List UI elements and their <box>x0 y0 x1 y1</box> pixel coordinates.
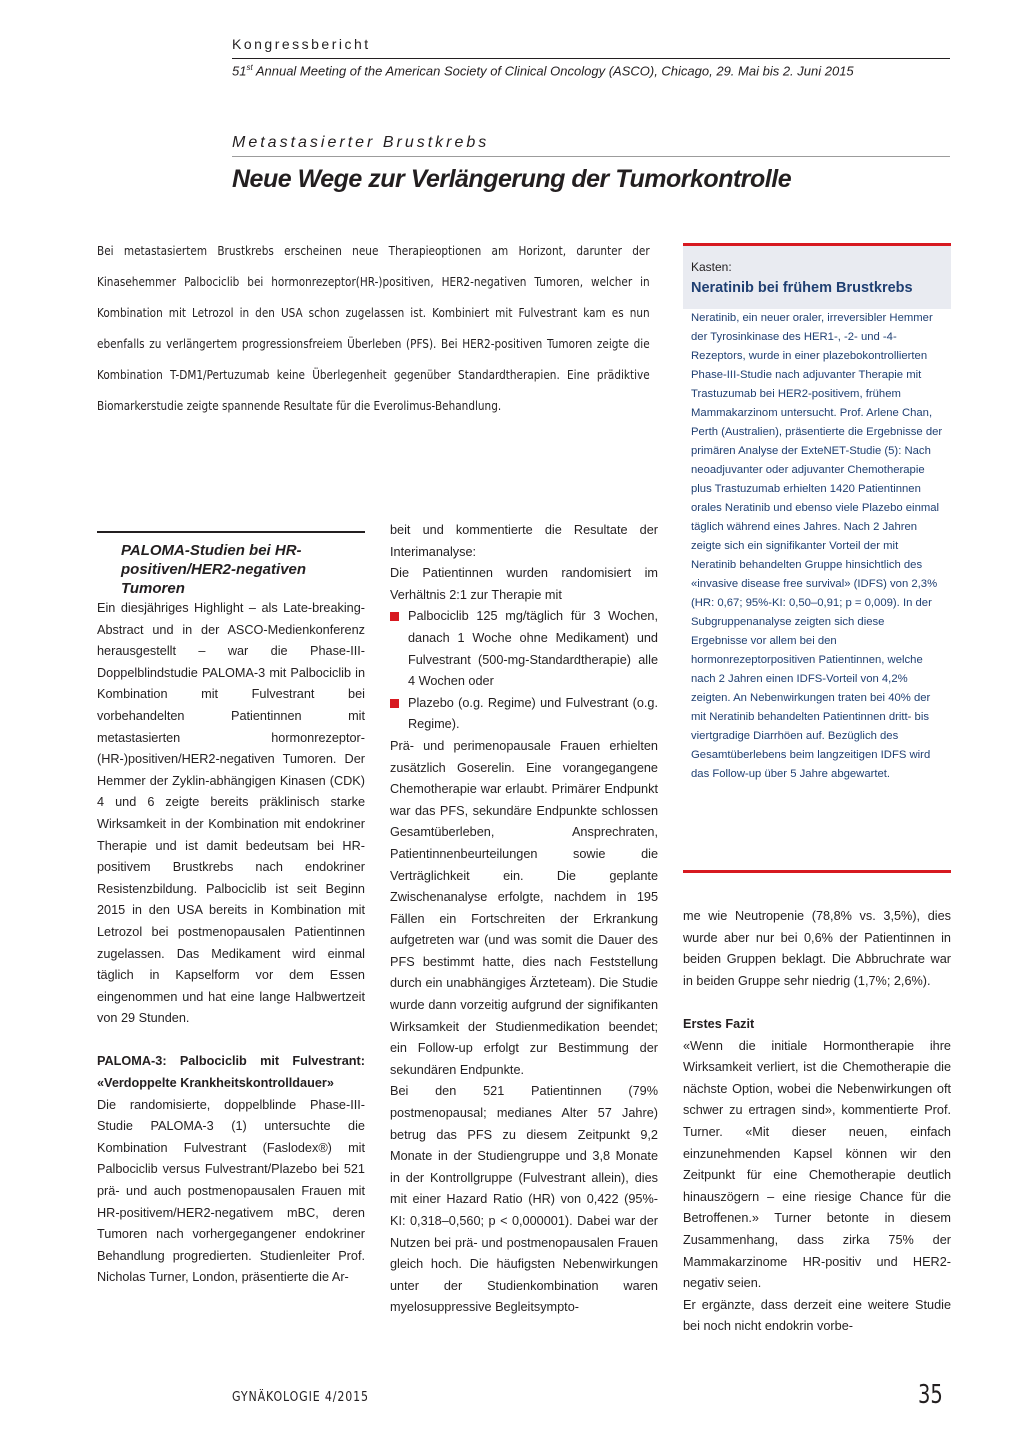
sub-heading: PALOMA-3: Palbociclib mit Fulvestrant: «Verdoppelte Krankheitskontrolldauer» <box>97 1054 365 1091</box>
body-paragraph: Ein diesjähriges Highlight – als Late-breaking-Abstract und in der ASCO-Medienkonferenz herausgestellt – war die Phase-III-Doppelblindstudie PALOMA-3 mit Palbociclib in Kombination mit Fulvestrant bei vorbehandelten Patientinnen mit metastasierten hormonrezeptor-(HR-)positiven/HER2-negativen Tumoren. Der Hemmer der Zyklin-abhängigen Kinasen (CDK) 4 und 6 zeigte bereits präklinisch starke Wirksamkeit in der Kombination mit endokriner Therapie und ist damit bedeutsam bei HR-positivem Brustkrebs nach endokriner Resistenzbildung. Palbociclib ist seit Beginn 2015 in den USA bereits in Kombination mit Letrozol bei postmenopausalen Patientinnen zugelassen. Das Medikament wird einmal täglich in Kapselform vor dem Essen eingenommen und hat eine lange Halbwertzeit von 29 Stunden. <box>97 601 365 1026</box>
column-1 <box>97 598 365 1289</box>
body-paragraph: Prä- und perimenopausale Frauen erhielten zusätzlich Goserelin. Eine vorangegangene Chemotherapie war erlaubt. Primärer Endpunkt war das PFS, sekundäre Endpunkte schlossen Gesamtüberleben, Ansprechraten, Patientinnenbeurteilungen sowie die Verträglichkeit ein. Die geplante Zwischenanalyse erfolgte, nachdem in 195 Fällen ein Fortschreiten der Erkrankung aufgetreten war (und was somit die Dauer des PFS bestimmt hatte, dies nach Feststellung durch ein unabhängiges Ärzteteam). Die Studie wurde dann vorzeitig aufgrund der signifikanten Wirksamkeit der Studienmedikation beendet; ein Follow-up erfolgt zur Bestimmung der sekundären Endpunkte. <box>390 738 658 1077</box>
meeting-number: 51 <box>232 63 247 79</box>
square-bullet-icon <box>390 699 399 708</box>
article-title: Neue Wege zur Verlängerung der Tumorkontrolle <box>232 165 792 193</box>
header-rule <box>232 58 950 59</box>
body-paragraph: Bei den 521 Patientinnen (79% postmenopausal; medianes Alter 57 Jahre) betrug das PFS zu diesem Zeitpunkt 9,2 Monate in der Studiengruppe und 3,8 Monate in der Kontrollgruppe (Fulvestrant allein), dies mit einer Hazard Ratio (HR) von 0,422 (95%-KI: 0,318–0,560; p < 0,000001). Dabei war der Nutzen bei prä- und postmenopausalen Frauen gleich hoch. Die häufigsten Nebenwirkungen unter der Studienkombination waren myelosuppressive Begleitsympto- <box>390 1084 658 1315</box>
article-topic: Metastasierter Brustkrebs <box>232 134 490 151</box>
page-number: 35 <box>918 1380 943 1410</box>
box-body: Neratinib, ein neuer oraler, irreversibler Hemmer der Tyrosinkinase des HER1-, -2- und -4-Rezeptors, wurde in einer plazebokontrollierten Phase-III-Studie nach adjuvanter Therapie mit Trastuzumab bei HER2-positivem, frühem Mammakarzinom untersucht. Prof. Arlene Chan, Perth (Australien), präsentierte die Ergebnisse der primären Analyse der ExteNET-Studie (5): Nach neoadjuvanter oder adjuvanter Chemotherapie plus Trastuzumab erhielten 1420 Patientinnen orales Neratinib und ebenso viele Plazebo einmal täglich während eines Jahres. Nach 2 Jahren zeigte sich ein signifikanter Vorteil der mit Neratinib behandelten Gruppe hinsichtlich des «invasive disease free survival» (IDFS) von 2,3% (HR: 0,67; 95%-KI: 0,50–0,91; p = 0,009). In der Subgruppenanalyse zeigten sich diese Ergebnisse vor allem bei den hormonrezeptorpositiven Patientinnen, welche nach 2 Jahren einen IDFS-Vorteil von 4,2% zeigten. An Nebenwirkungen traten bei 40% der mit Neratinib behandelten Patientinnen dritt- bis viertgradige Diarrhöen auf. Bezüglich des Gesamtüberlebens beim langzeitigen IDFS wird das Follow-up über 5 Jahre abgewartet. <box>691 312 943 780</box>
list-item <box>390 693 658 736</box>
body-paragraph: Die randomisierte, doppelblinde Phase-III-Studie PALOMA-3 (1) untersuchte die Kombination Fulvestrant (Faslodex®) mit Palbociclib versus Fulvestrant/Plazebo bei 521 prä- und auch postmenopausalen Frauen mit HR-positivem/HER2-negativem mBC, deren Tumoren nach vorhergegangener endokriner Behandlung progredierten. Studienleiter Prof. Nicholas Turner, London, präsentierte die Ar- <box>97 1097 365 1285</box>
lead-paragraph: Bei metastasiertem Brustkrebs erscheinen neue Therapieoptionen am Horizont, darunter der Kinasehemmer Palbociclib bei hormonrezeptor(HR-)positiven, HER2-negativen Tumoren, welcher in Kombination mit Letrozol in den USA schon zugelassen ist. Kombiniert mit Fulvestrant kam es nun ebenfalls zu verlängertem progressionsfreiem Überleben (PFS). Bei HER2-positiven Tumoren zeigte die Kombination T-DM1/Pertuzumab keine Überlegenheit gegenüber Standardtherapien. Eine prädiktive Biomarkerstudie zeigte spannende Resultate für die Everolimus-Behandlung. <box>97 244 650 414</box>
column-3 <box>683 906 951 1338</box>
square-bullet-icon <box>390 612 399 621</box>
list-item-text: Plazebo (o.g. Regime) und Fulvestrant (o.g. Regime). <box>408 695 658 732</box>
article-heading <box>232 134 950 194</box>
sub-heading: Erstes Fazit <box>683 1016 755 1031</box>
sidebar-box <box>683 243 951 873</box>
running-header <box>232 36 950 78</box>
section-heading: PALOMA-Studien bei HR-positiven/HER2-negativen Tumoren <box>121 542 307 597</box>
section-heading-rule <box>97 531 365 533</box>
body-paragraph: me wie Neutropenie (78,8% vs. 3,5%), dies wurde aber nur bei 0,6% der Patientinnen in beiden Gruppen beklagt. Die Abbruchrate war in beiden Gruppe sehr niedrig (1,7%; 2,6%). <box>683 909 951 988</box>
journal-footer: GYNÄKOLOGIE 4/2015 <box>232 1390 369 1405</box>
meeting-description: Annual Meeting of the American Society of Clinical Oncology (ASCO), Chicago, 29. Mai bis 2. Juni 2015 <box>252 63 854 79</box>
meeting-line <box>232 63 950 78</box>
list-item-text: Palbociclib 125 mg/täglich für 3 Wochen, danach 1 Woche ohne Medikament) und Fulvestrant (500-mg-Standardtherapie) alle 4 Wochen oder <box>408 609 658 689</box>
section-label: Kongressbericht <box>232 36 371 52</box>
box-title: Neratinib bei frühem Brustkrebs <box>691 280 913 296</box>
body-paragraph: «Wenn die initiale Hormontherapie ihre Wirksamkeit verliert, ist die Chemotherapie die nächste Option, wobei die Nebenwirkungen oft schwer zu ertragen sind», kommentierte Prof. Turner. «Mit dieser neuen, einfach einzunehmenden Kapsel können wir den Zeitpunkt für eine Chemotherapie deutlich hinauszögern – eine riesige Chance für die Betroffenen.» Turner betonte in diesem Zusammenhang, dass zirka 75% der Mammakarzinome HR-positiv und HER2-negativ seien. <box>683 1038 951 1291</box>
topic-rule <box>232 156 950 157</box>
box-label: Kasten: <box>691 260 732 274</box>
body-paragraph: Die Patientinnen wurden randomisiert im Verhältnis 2:1 zur Therapie mit <box>390 566 658 602</box>
body-paragraph: Er ergänzte, dass derzeit eine weitere Studie bei noch nicht endokrin vorbe- <box>683 1297 951 1334</box>
section-heading-block <box>97 531 365 598</box>
body-paragraph: beit und kommentierte die Resultate der Interimanalyse: <box>390 523 658 559</box>
column-2 <box>390 520 658 1319</box>
box-header <box>683 246 951 309</box>
meeting-ordinal: st <box>246 63 253 72</box>
list-item <box>390 606 658 692</box>
